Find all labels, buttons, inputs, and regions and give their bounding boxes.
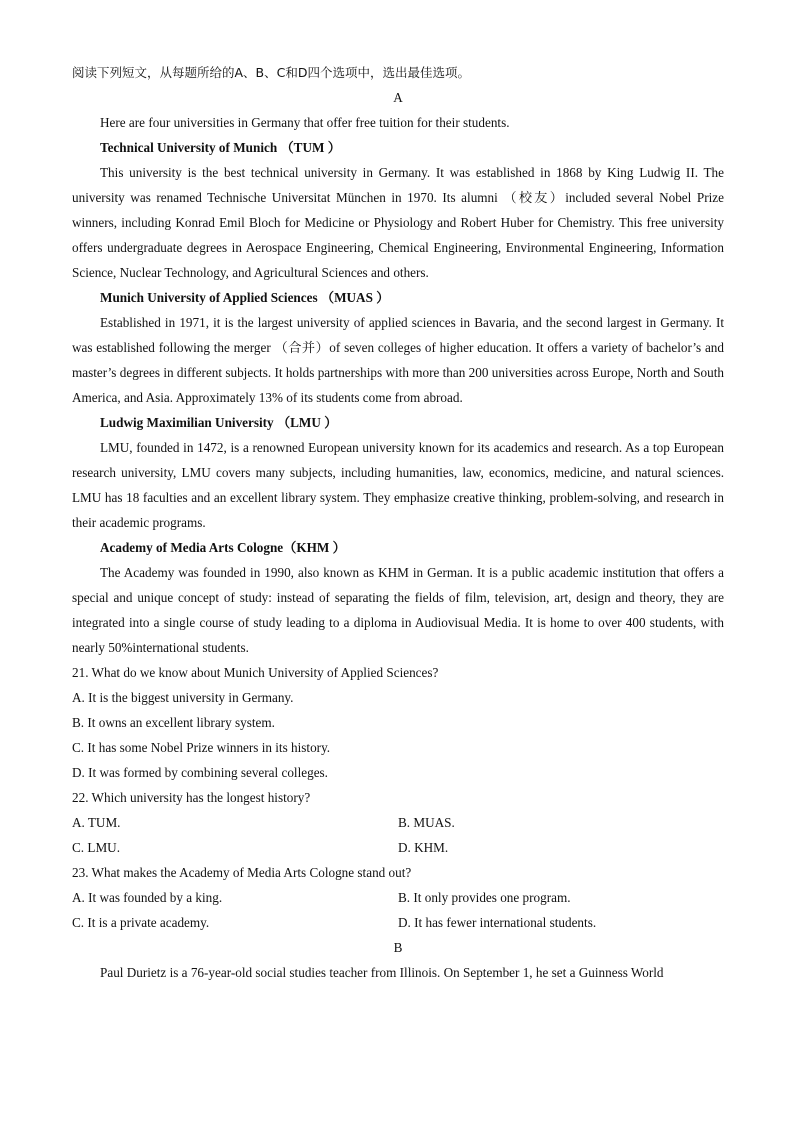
question-21-option-b: B. It owns an excellent library system.	[72, 715, 275, 730]
university-body-muas: Established in 1971, it is the largest university of applied sciences in Bavaria, and the second largest in Germany. It was established following the merger （合并）of seven colleges of higher education. It offers a variety of bachelor’s and master’s degrees in different subjects. It holds partnerships with more than 200 universities across Europe, North and South America, and Asia. Approximately 13% of its students come from abroad.	[72, 315, 724, 405]
university-heading-tum: Technical University of Munich （TUM ）	[100, 140, 341, 155]
university-body-tum: This university is the best technical university in Germany. It was established in 1868 by King Ludwig II. The university was renamed Technische Universitat München in 1970. Its alumni （校友）included several Nobel Prize winners, including Konrad Emil Bloch for Medicine or Physiology and Robert Huber for Chemistry. This free university offers undergraduate degrees in Aerospace Engineering, Chemical Engineering, Environmental Engineering, Information Science, Nuclear Technology, and Agricultural Sciences and others.	[72, 165, 724, 280]
question-22-stem: 22. Which university has the longest history?	[72, 790, 311, 805]
question-22-option-d: D. KHM.	[398, 840, 449, 855]
university-heading-muas: Munich University of Applied Sciences （MUAS ）	[100, 290, 390, 305]
question-23-option-c: C. It is a private academy.	[72, 915, 210, 930]
question-23-option-b: B. It only provides one program.	[398, 890, 571, 905]
exam-page	[72, 60, 724, 985]
question-23-option-d: D. It has fewer international students.	[398, 915, 597, 930]
question-22-options-row-1	[72, 810, 724, 835]
question-23-options-row-1	[72, 885, 724, 910]
question-22-option-a: A. TUM.	[72, 815, 121, 830]
university-heading-lmu: Ludwig Maximilian University （LMU ）	[100, 415, 338, 430]
question-22-option-b: B. MUAS.	[398, 815, 455, 830]
question-21-stem: 21. What do we know about Munich University of Applied Sciences?	[72, 665, 439, 680]
section-b-first-line: Paul Durietz is a 76-year-old social studies teacher from Illinois. On September 1, he set a Guinness World	[100, 965, 664, 980]
question-21-option-c: C. It has some Nobel Prize winners in its history.	[72, 740, 331, 755]
section-a-intro: Here are four universities in Germany that offer free tuition for their students.	[100, 115, 510, 130]
university-heading-khm: Academy of Media Arts Cologne（KHM ）	[100, 540, 346, 555]
question-21-option-a: A. It is the biggest university in Germany.	[72, 690, 294, 705]
question-23-options-row-2	[72, 910, 724, 935]
section-a-label: A	[393, 90, 403, 105]
question-21-option-d: D. It was formed by combining several colleges.	[72, 765, 328, 780]
question-22-options-row-2	[72, 835, 724, 860]
university-body-lmu: LMU, founded in 1472, is a renowned European university known for its academics and research. As a top European research university, LMU covers many subjects, including humanities, law, economics, medicine, and natural sciences. LMU has 18 faculties and an excellent library system. They emphasize creative thinking, problem-solving, and research in their academic programs.	[72, 440, 724, 530]
instruction-text: 阅读下列短文，从每题所给的A、B、C和D四个选项中，选出最佳选项。	[72, 65, 470, 80]
university-body-khm: The Academy was founded in 1990, also known as KHM in German. It is a public academic institution that offers a special and unique concept of study: instead of separating the fields of film, television, art, design and theory, they are integrated into a single course of study leading to a diploma in Audiovisual Media. It is home to over 400 students, with nearly 50%international students.	[72, 565, 724, 655]
question-22-option-c: C. LMU.	[72, 840, 120, 855]
section-b-label: B	[393, 940, 403, 955]
question-23-stem: 23. What makes the Academy of Media Arts Cologne stand out?	[72, 865, 412, 880]
question-23-option-a: A. It was founded by a king.	[72, 890, 223, 905]
